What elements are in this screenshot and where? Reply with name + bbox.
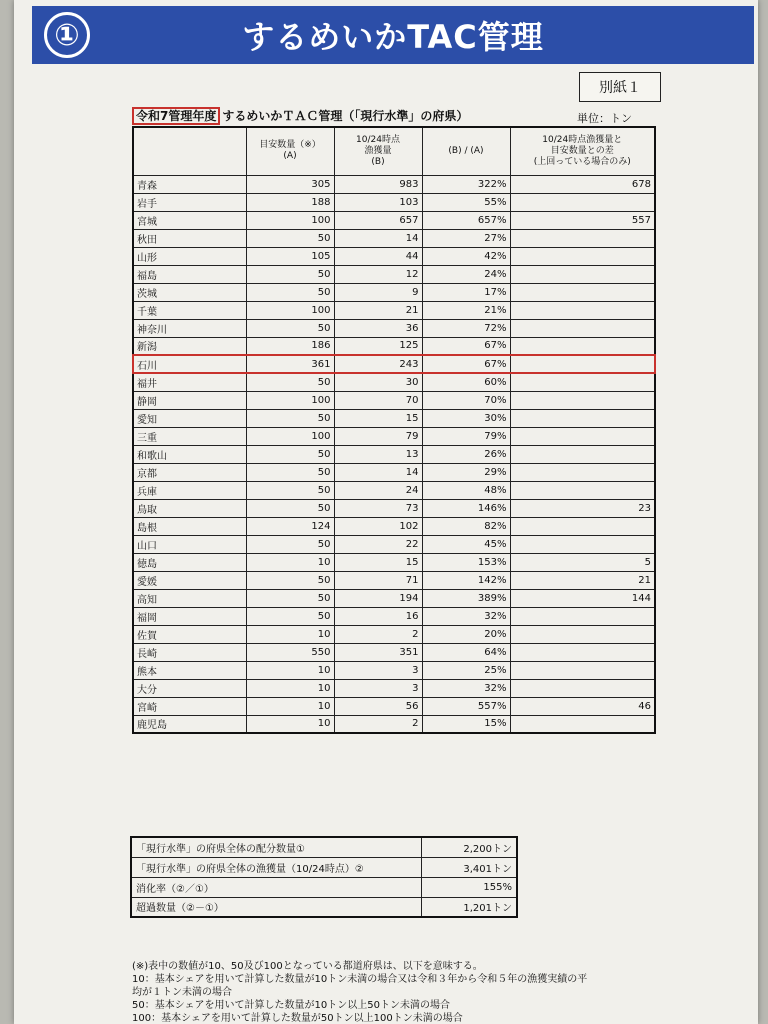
summary-label: 「現行水準」の府県全体の配分数量① <box>131 837 421 857</box>
value-cell: 3 <box>334 679 422 697</box>
document-page <box>14 0 758 1024</box>
prefecture-cell: 岩手 <box>133 193 246 211</box>
value-cell: 50 <box>246 481 334 499</box>
value-cell: 82% <box>422 517 510 535</box>
value-cell: 32% <box>422 679 510 697</box>
value-cell: 23 <box>510 499 655 517</box>
footnote-line: 100：基本シェアを用いて計算した数量が50トン以上100トン未満の場合 <box>132 1013 463 1024</box>
value-cell: 27% <box>422 229 510 247</box>
prefecture-cell: 大分 <box>133 679 246 697</box>
value-cell: 186 <box>246 337 334 355</box>
value-cell: 188 <box>246 193 334 211</box>
value-cell: 17% <box>422 283 510 301</box>
value-cell <box>510 679 655 697</box>
value-cell: 243 <box>334 355 422 373</box>
table-row <box>133 337 655 355</box>
prefecture-cell: 京都 <box>133 463 246 481</box>
value-cell: 124 <box>246 517 334 535</box>
summary-label: 消化率（②／①） <box>131 877 421 897</box>
table-row <box>133 193 655 211</box>
prefecture-cell: 愛知 <box>133 409 246 427</box>
value-cell <box>510 283 655 301</box>
value-cell: 146% <box>422 499 510 517</box>
footnote-line: 均が１トン未満の場合 <box>132 987 232 998</box>
footnote-line: 10：基本シェアを用いて計算した数量が10トン未満の場合又は令和３年から令和５年の漁獲実績の平 <box>132 974 588 985</box>
summary-value: 155% <box>421 877 517 897</box>
prefecture-cell: 青森 <box>133 175 246 193</box>
footnote-line: (※)表中の数値が10、50及び100となっている都道府県は、以下を意味する。 <box>132 961 483 972</box>
value-cell: 50 <box>246 265 334 283</box>
prefecture-cell: 和歌山 <box>133 445 246 463</box>
table-row <box>133 319 655 337</box>
value-cell: 100 <box>246 211 334 229</box>
prefecture-cell: 静岡 <box>133 391 246 409</box>
value-cell: 72% <box>422 319 510 337</box>
value-cell: 50 <box>246 445 334 463</box>
table-row <box>133 499 655 517</box>
value-cell <box>510 607 655 625</box>
value-cell: 29% <box>422 463 510 481</box>
column-header: 10/24時点漁獲量と 目安数量との差 (上回っている場合のみ) <box>510 127 655 175</box>
value-cell: 2 <box>334 715 422 733</box>
value-cell: 557% <box>422 697 510 715</box>
table-heading-text: するめいかＴＡＣ管理（「現行水準」の府県） <box>222 109 469 123</box>
prefecture-cell: 高知 <box>133 589 246 607</box>
table-row <box>133 697 655 715</box>
prefecture-cell: 千葉 <box>133 301 246 319</box>
value-cell: 5 <box>510 553 655 571</box>
value-cell: 30 <box>334 373 422 391</box>
value-cell: 389% <box>422 589 510 607</box>
value-cell: 153% <box>422 553 510 571</box>
value-cell <box>510 481 655 499</box>
value-cell <box>510 229 655 247</box>
value-cell: 22 <box>334 535 422 553</box>
value-cell: 100 <box>246 301 334 319</box>
value-cell: 70 <box>334 391 422 409</box>
value-cell: 12 <box>334 265 422 283</box>
table-row <box>133 409 655 427</box>
value-cell: 50 <box>246 571 334 589</box>
attachment-label: 別紙１ <box>579 72 661 102</box>
tac-table <box>132 126 656 734</box>
summary-row <box>131 877 517 897</box>
value-cell <box>510 643 655 661</box>
value-cell <box>510 517 655 535</box>
table-row <box>133 589 655 607</box>
table-row <box>133 301 655 319</box>
value-cell: 79 <box>334 427 422 445</box>
prefecture-cell: 宮城 <box>133 211 246 229</box>
value-cell: 50 <box>246 607 334 625</box>
value-cell: 50 <box>246 463 334 481</box>
prefecture-cell: 新潟 <box>133 337 246 355</box>
value-cell: 30% <box>422 409 510 427</box>
table-row <box>133 481 655 499</box>
value-cell: 64% <box>422 643 510 661</box>
prefecture-cell: 兵庫 <box>133 481 246 499</box>
value-cell: 24% <box>422 265 510 283</box>
column-header: 目安数量（※） (A) <box>246 127 334 175</box>
value-cell <box>510 391 655 409</box>
column-header: 10/24時点 漁獲量 (B) <box>334 127 422 175</box>
value-cell: 194 <box>334 589 422 607</box>
value-cell <box>510 373 655 391</box>
value-cell: 71 <box>334 571 422 589</box>
table-row <box>133 265 655 283</box>
table-row <box>133 229 655 247</box>
value-cell: 100 <box>246 391 334 409</box>
prefecture-cell: 山口 <box>133 535 246 553</box>
value-cell <box>510 535 655 553</box>
value-cell: 70% <box>422 391 510 409</box>
summary-row <box>131 897 517 917</box>
prefecture-cell: 三重 <box>133 427 246 445</box>
summary-row <box>131 837 517 857</box>
prefecture-cell: 福井 <box>133 373 246 391</box>
value-cell: 657% <box>422 211 510 229</box>
value-cell: 50 <box>246 409 334 427</box>
value-cell: 67% <box>422 355 510 373</box>
table-row <box>133 553 655 571</box>
summary-table <box>130 836 518 918</box>
value-cell <box>510 715 655 733</box>
value-cell: 15 <box>334 409 422 427</box>
value-cell: 42% <box>422 247 510 265</box>
value-cell: 48% <box>422 481 510 499</box>
value-cell: 32% <box>422 607 510 625</box>
column-header: (B) / (A) <box>422 127 510 175</box>
value-cell <box>510 247 655 265</box>
value-cell: 50 <box>246 589 334 607</box>
summary-value: 1,201トン <box>421 897 517 917</box>
value-cell <box>510 463 655 481</box>
summary-value: 2,200トン <box>421 837 517 857</box>
value-cell: 50 <box>246 229 334 247</box>
value-cell: 105 <box>246 247 334 265</box>
value-cell: 14 <box>334 229 422 247</box>
prefecture-cell: 山形 <box>133 247 246 265</box>
value-cell: 50 <box>246 373 334 391</box>
value-cell: 50 <box>246 535 334 553</box>
table-row <box>133 535 655 553</box>
page-title: するめいかTAC管理 <box>242 18 544 56</box>
value-cell: 56 <box>334 697 422 715</box>
table-row <box>133 571 655 589</box>
value-cell: 10 <box>246 697 334 715</box>
value-cell: 13 <box>334 445 422 463</box>
value-cell: 142% <box>422 571 510 589</box>
section-number: ① <box>44 12 90 58</box>
prefecture-cell: 愛媛 <box>133 571 246 589</box>
value-cell: 50 <box>246 283 334 301</box>
prefecture-cell: 徳島 <box>133 553 246 571</box>
table-row <box>133 625 655 643</box>
fiscal-year-label: 令和7管理年度 <box>132 107 220 125</box>
value-cell: 21 <box>510 571 655 589</box>
value-cell: 3 <box>334 661 422 679</box>
value-cell <box>510 337 655 355</box>
value-cell: 55% <box>422 193 510 211</box>
value-cell: 657 <box>334 211 422 229</box>
prefecture-cell: 茨城 <box>133 283 246 301</box>
table-row <box>133 517 655 535</box>
value-cell: 983 <box>334 175 422 193</box>
value-cell: 100 <box>246 427 334 445</box>
value-cell <box>510 445 655 463</box>
value-cell: 550 <box>246 643 334 661</box>
table-row <box>133 211 655 229</box>
table-row <box>133 661 655 679</box>
value-cell: 60% <box>422 373 510 391</box>
value-cell: 45% <box>422 535 510 553</box>
prefecture-cell: 福島 <box>133 265 246 283</box>
value-cell <box>510 265 655 283</box>
table-row <box>133 679 655 697</box>
table-row <box>133 445 655 463</box>
value-cell: 14 <box>334 463 422 481</box>
value-cell <box>510 301 655 319</box>
table-row <box>133 715 655 733</box>
summary-row <box>131 857 517 877</box>
table-row <box>133 247 655 265</box>
prefecture-cell: 神奈川 <box>133 319 246 337</box>
value-cell: 678 <box>510 175 655 193</box>
table-row <box>133 391 655 409</box>
value-cell <box>510 409 655 427</box>
value-cell: 73 <box>334 499 422 517</box>
value-cell: 15% <box>422 715 510 733</box>
prefecture-cell: 佐賀 <box>133 625 246 643</box>
value-cell: 10 <box>246 625 334 643</box>
title-banner <box>32 6 754 64</box>
column-header <box>133 127 246 175</box>
value-cell: 67% <box>422 337 510 355</box>
table-row <box>133 427 655 445</box>
summary-value: 3,401トン <box>421 857 517 877</box>
value-cell: 79% <box>422 427 510 445</box>
value-cell: 46 <box>510 697 655 715</box>
prefecture-cell: 石川 <box>133 355 246 373</box>
value-cell: 10 <box>246 715 334 733</box>
value-cell: 36 <box>334 319 422 337</box>
value-cell: 125 <box>334 337 422 355</box>
prefecture-cell: 熊本 <box>133 661 246 679</box>
footnotes <box>132 960 732 1024</box>
prefecture-cell: 宮崎 <box>133 697 246 715</box>
summary-label: 「現行水準」の府県全体の漁獲量（10/24時点）② <box>131 857 421 877</box>
table-row <box>133 643 655 661</box>
value-cell: 2 <box>334 625 422 643</box>
value-cell: 103 <box>334 193 422 211</box>
value-cell: 351 <box>334 643 422 661</box>
value-cell: 305 <box>246 175 334 193</box>
table-row <box>133 283 655 301</box>
prefecture-cell: 長崎 <box>133 643 246 661</box>
value-cell: 9 <box>334 283 422 301</box>
summary-label: 超過数量（②－①） <box>131 897 421 917</box>
value-cell: 10 <box>246 553 334 571</box>
unit-label: 単位：トン <box>577 112 632 125</box>
value-cell: 44 <box>334 247 422 265</box>
value-cell: 361 <box>246 355 334 373</box>
value-cell: 50 <box>246 319 334 337</box>
value-cell: 20% <box>422 625 510 643</box>
footnote-line: 50：基本シェアを用いて計算した数量が10トン以上50トン未満の場合 <box>132 1000 450 1011</box>
prefecture-cell: 鹿児島 <box>133 715 246 733</box>
value-cell: 25% <box>422 661 510 679</box>
prefecture-cell: 鳥取 <box>133 499 246 517</box>
table-row <box>133 373 655 391</box>
value-cell: 557 <box>510 211 655 229</box>
value-cell <box>510 193 655 211</box>
value-cell: 10 <box>246 679 334 697</box>
value-cell: 16 <box>334 607 422 625</box>
value-cell <box>510 427 655 445</box>
value-cell: 26% <box>422 445 510 463</box>
value-cell <box>510 625 655 643</box>
value-cell <box>510 661 655 679</box>
prefecture-cell: 福岡 <box>133 607 246 625</box>
value-cell: 21% <box>422 301 510 319</box>
value-cell: 10 <box>246 661 334 679</box>
value-cell <box>510 355 655 373</box>
table-row <box>133 355 655 373</box>
value-cell: 144 <box>510 589 655 607</box>
value-cell: 102 <box>334 517 422 535</box>
value-cell <box>510 319 655 337</box>
table-row <box>133 463 655 481</box>
value-cell: 15 <box>334 553 422 571</box>
table-row <box>133 175 655 193</box>
value-cell: 322% <box>422 175 510 193</box>
value-cell: 21 <box>334 301 422 319</box>
value-cell: 24 <box>334 481 422 499</box>
table-row <box>133 607 655 625</box>
prefecture-cell: 秋田 <box>133 229 246 247</box>
table-heading <box>132 107 468 124</box>
value-cell: 50 <box>246 499 334 517</box>
prefecture-cell: 島根 <box>133 517 246 535</box>
